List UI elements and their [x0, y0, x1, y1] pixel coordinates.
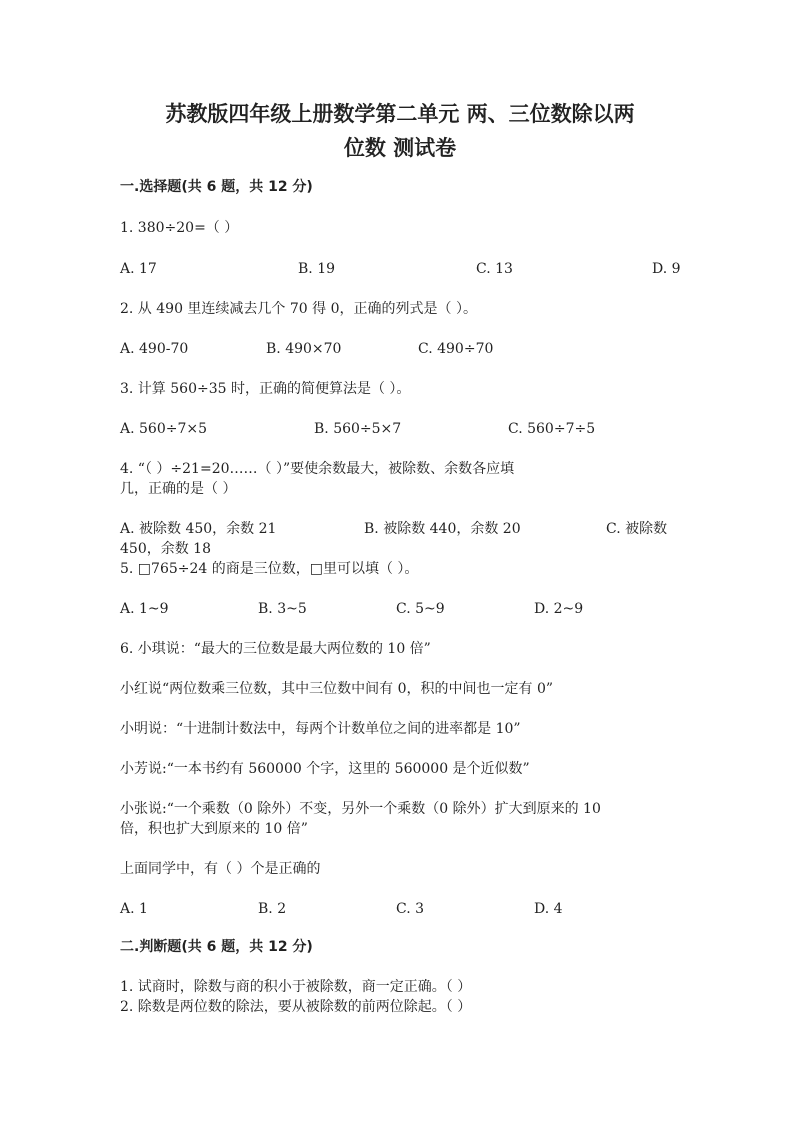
question-4-option-c-part-1: C. 被除数 — [606, 521, 668, 537]
question-3-option-a: A. 560÷7×5 — [120, 421, 208, 437]
question-4-stem-line-1: 4. “（ ）÷21=20……（ ）”要使余数最大，被除数、余数各应填 — [120, 461, 515, 477]
question-1-option-a: A. 17 — [120, 261, 157, 277]
question-5-stem: 5. □765÷24 的商是三位数，□里可以填（ ）。 — [120, 561, 419, 577]
question-2-option-b: B. 490×70 — [266, 341, 342, 357]
question-4-option-c-part-2: 450，余数 18 — [120, 541, 211, 557]
exam-title-line-2: 位数 测试卷 — [343, 136, 457, 160]
question-3-option-b: B. 560÷5×7 — [314, 421, 402, 437]
question-1-stem: 1. 380÷20=（ ） — [120, 220, 239, 236]
question-5-option-c: C. 5~9 — [396, 601, 445, 617]
question-6-line-7: 上面同学中，有（ ）个是正确的 — [120, 861, 321, 877]
question-1-option-d: D. 9 — [652, 261, 681, 277]
question-6-line-2: 小红说“两位数乘三位数，其中三位数中间有 0，积的中间也一定有 0” — [120, 681, 554, 697]
section-heading-choice: 一.选择题(共 6 题，共 12 分) — [120, 179, 313, 195]
question-5-option-d: D. 2~9 — [534, 601, 584, 617]
question-4-option-a: A. 被除数 450，余数 21 — [120, 521, 277, 537]
question-4-option-b: B. 被除数 440，余数 20 — [364, 521, 521, 537]
question-1-option-b: B. 19 — [298, 261, 336, 277]
question-2-option-c: C. 490÷70 — [418, 341, 494, 357]
exam-title — [100, 97, 700, 165]
question-6-line-6: 倍，积也扩大到原来的 10 倍” — [120, 821, 308, 837]
question-6-option-b: B. 2 — [258, 901, 287, 917]
exam-title-line-1: 苏教版四年级上册数学第二单元 两、三位数除以两 — [165, 102, 635, 126]
question-6-line-5: 小张说:“一个乘数（0 除外）不变，另外一个乘数（0 除外）扩大到原来的 10 — [120, 801, 601, 817]
question-2-stem: 2. 从 490 里连续减去几个 70 得 0，正确的列式是（ ）。 — [120, 301, 477, 317]
section-heading-judgement: 二.判断题(共 6 题，共 12 分) — [120, 939, 313, 955]
question-5-option-b: B. 3~5 — [258, 601, 307, 617]
question-6-line-1: 6. 小琪说：“最大的三位数是最大两位数的 10 倍” — [120, 641, 431, 657]
question-6-option-c: C. 3 — [396, 901, 425, 917]
question-6-line-3: 小明说：“十进制计数法中，每两个计数单位之间的进率都是 10” — [120, 721, 521, 737]
question-4-stem-line-2: 几，正确的是（ ） — [120, 481, 237, 497]
judgement-item-2: 2. 除数是两位数的除法，要从被除数的前两位除起。（ ） — [120, 999, 472, 1015]
question-6-option-a: A. 1 — [120, 901, 148, 917]
question-6-line-4: 小芳说:“一本书约有 560000 个字，这里的 560000 是个近似数” — [120, 761, 530, 777]
question-5-option-a: A. 1~9 — [120, 601, 169, 617]
question-3-stem: 3. 计算 560÷35 时，正确的简便算法是（ ）。 — [120, 381, 411, 397]
question-2-option-a: A. 490-70 — [120, 341, 189, 357]
judgement-item-1: 1. 试商时，除数与商的积小于被除数，商一定正确。（ ） — [120, 979, 472, 995]
question-1-option-c: C. 13 — [476, 261, 513, 277]
question-3-option-c: C. 560÷7÷5 — [508, 421, 596, 437]
question-6-option-d: D. 4 — [534, 901, 563, 917]
